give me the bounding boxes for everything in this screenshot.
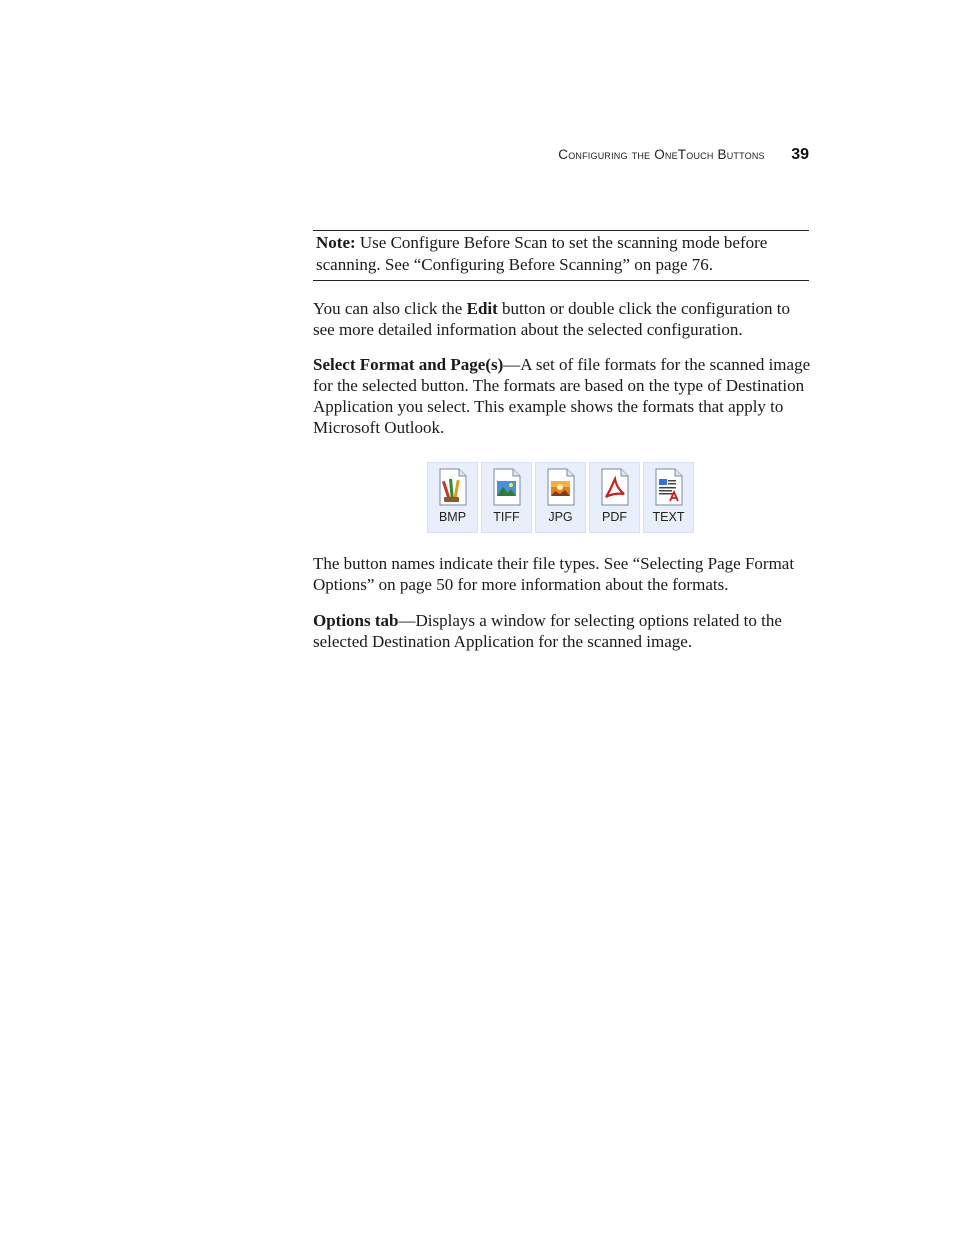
page-number: 39	[791, 146, 809, 163]
para2-bold: Select Format and Page(s)	[313, 355, 504, 374]
tiff-file-icon	[489, 467, 525, 507]
format-button-bmp[interactable]	[427, 462, 478, 533]
format-label: TIFF	[493, 510, 520, 524]
format-button-pdf[interactable]	[589, 462, 640, 533]
note-box	[313, 230, 809, 281]
bmp-file-icon	[435, 467, 471, 507]
format-label: PDF	[602, 510, 627, 524]
page-header	[313, 146, 809, 164]
format-label: JPG	[548, 510, 573, 524]
note-label: Note:	[316, 233, 356, 252]
text-file-icon	[651, 467, 687, 507]
para2-text: —A set of file formats for the scanned image for the selected button. The formats are based on the type of Destination Application you select. This example shows the formats that apply to Microsoft Outlook.	[313, 355, 811, 437]
paragraph-select-format	[313, 354, 813, 438]
jpg-file-icon	[543, 467, 579, 507]
para1-bold: Edit	[466, 299, 498, 318]
paragraph-edit-button	[313, 298, 813, 340]
para1-text-before: You can also click the	[313, 299, 467, 318]
format-button-jpg[interactable]	[535, 462, 586, 533]
format-label: TEXT	[652, 510, 685, 524]
paragraph-button-names: The button names indicate their file types. See “Selecting Page Format Options” on page 50 for more information about the formats.	[313, 554, 795, 594]
para4-text: —Displays a window for selecting options related to the selected Destination Application for the scanned image.	[313, 611, 782, 651]
paragraph-options-tab	[313, 610, 813, 652]
pdf-file-icon	[597, 467, 633, 507]
note-text: Use Configure Before Scan to set the scanning mode before scanning. See “Configuring Before Scanning” on page 76.	[316, 233, 768, 274]
running-title: Configuring the OneTouch Buttons	[558, 147, 765, 162]
format-button-text[interactable]	[643, 462, 694, 533]
para1-text-after: button or double click the configuration to see more detailed information about the selected configuration.	[313, 299, 791, 339]
para4-bold: Options tab	[313, 611, 399, 630]
format-label: BMP	[438, 510, 467, 524]
format-button-tiff[interactable]	[481, 462, 532, 533]
format-buttons	[427, 462, 694, 533]
